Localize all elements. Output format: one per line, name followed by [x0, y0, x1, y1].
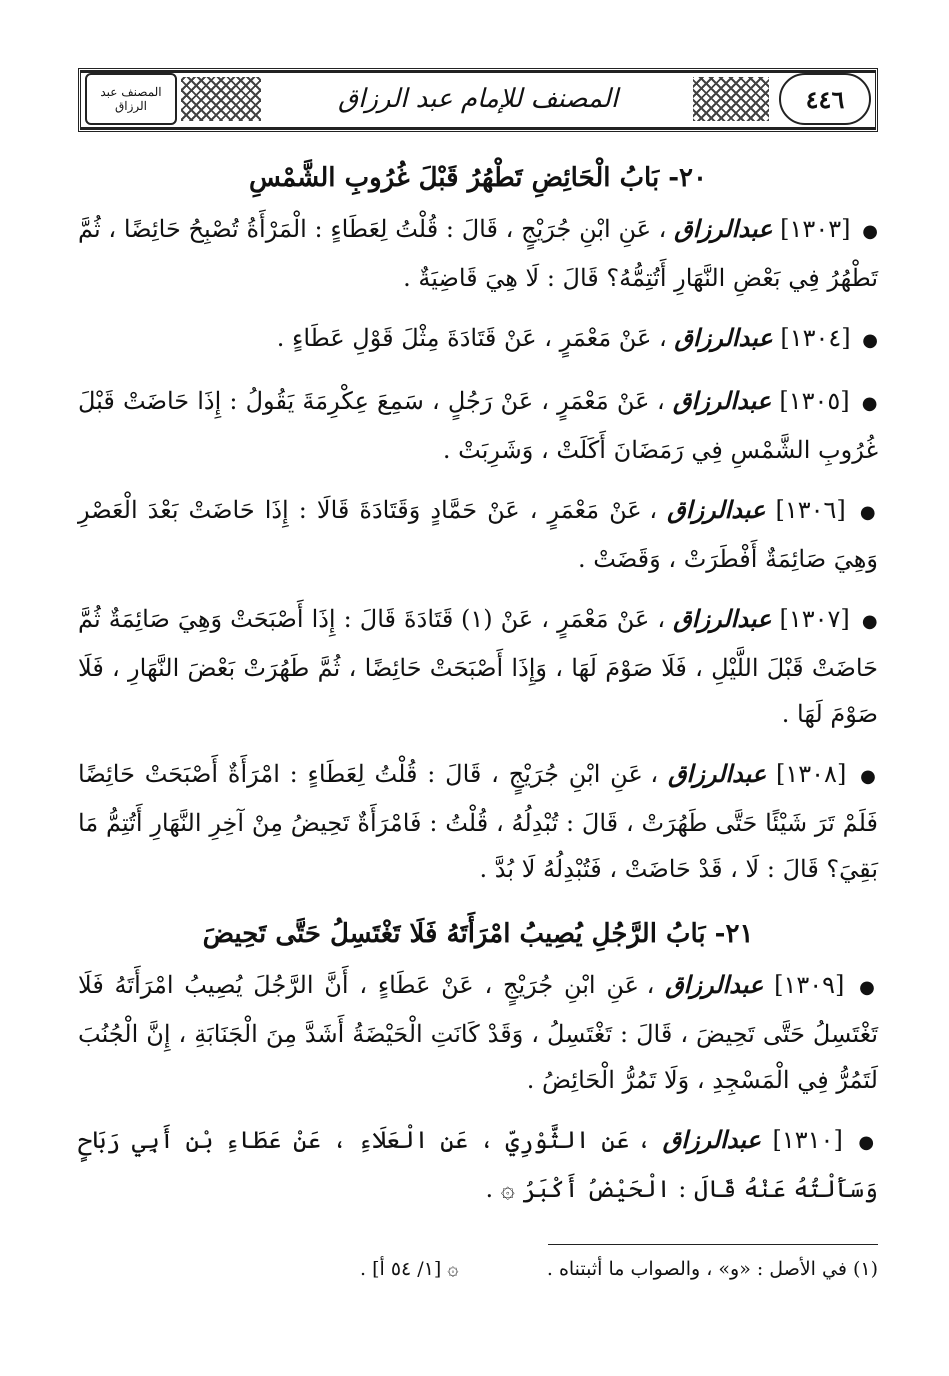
- hadith-text: ، عَنْ مَعْمَرٍ ، عَنْ حَمَّادٍ وَقَتَادَةَ قَالَا : إِذَا حَاضَتْ بَعْدَ الْعَصْرِ وَهِيَ صَائِمَةٌ أَفْطَرَتْ ، وَقَضَتْ .: [78, 496, 878, 573]
- bullet-icon: ●: [860, 766, 878, 787]
- hadith-number: [١٣٠٩]: [774, 971, 845, 999]
- chapter-heading: ٢١- بَابُ الرَّجُلِ يُصِيبُ امْرَأَتَهُ فَلَا تَغْتَسِلُ حَتَّى تَحِيضَ: [202, 919, 754, 949]
- author-name: عبدالرزاق: [672, 386, 772, 415]
- author-name: عبدالرزاق: [674, 214, 773, 243]
- book-logo-text: المصنف عبد الرزاق: [100, 85, 162, 113]
- bullet-icon: ●: [861, 611, 878, 632]
- hadith-number: [١٣٠٣]: [780, 215, 851, 243]
- running-title: المصنف للإمام عبد الرزاق: [337, 84, 619, 114]
- bullet-icon: ●: [862, 221, 879, 242]
- author-name: عبدالرزاق: [673, 604, 772, 633]
- folio-reference: ۞ [١/ ٥٤ أ] .: [360, 1258, 459, 1280]
- ornament-left: [181, 77, 261, 121]
- bullet-icon: ●: [862, 330, 878, 351]
- running-header: [78, 68, 878, 132]
- ornament-right: [693, 77, 769, 121]
- hadith-number: [١٣٠٦]: [775, 496, 846, 524]
- hadith-text: ، عَنِ ابْنِ جُرَيْجٍ ، عَنْ عَطَاءٍ ، أَنَّ الرَّجُلَ يُصِيبُ امْرَأَتَهُ فَلَا تَغْتَسِلُ حَتَّى تَحِيضَ ، قَالَ : تَغْتَسِلُ ، وَقَدْ كَانَتِ الْحَيْضَةُ أَشَدَّ مِنَ الْجَنَابَةِ ، إِنَّ الْجُنُبَ لَتَمُرُّ فِي الْمَسْجِدِ ، وَلَا تَمُرُّ الْحَائِضُ .: [78, 971, 878, 1094]
- hadith-entry: [78, 962, 878, 1103]
- hadith-number: [١٣٠٤]: [780, 324, 851, 352]
- footnote-divider: [548, 1244, 878, 1245]
- hadith-text: ، عَنْ مَعْمَرٍ ، عَنْ رَجُلٍ ، سَمِعَ عِكْرِمَةَ يَقُولُ : إِذَا حَاضَتْ قَبْلَ غُرُوبِ الشَّمْسِ فِي رَمَضَانَ أَكَلَتْ ، وَشَرِبَتْ .: [78, 387, 878, 464]
- hadith-entry: [78, 206, 878, 301]
- footnote-1: (١) في الأصل : «و» ، والصواب ما أثبتناه .: [546, 1258, 878, 1280]
- bullet-icon: ●: [861, 393, 878, 414]
- main-text: [78, 150, 878, 1226]
- hadith-number: [١٣١٠]: [772, 1126, 843, 1154]
- bullet-icon: ●: [858, 1132, 878, 1153]
- book-logo: [85, 73, 177, 125]
- hadith-text: ، عَنْ مَعْمَرٍ ، عَنْ قَتَادَةَ مِثْلَ قَوْلِ عَطَاءٍ .: [276, 324, 667, 352]
- author-name: عبدالرزاق: [667, 759, 767, 788]
- bullet-icon: ●: [859, 502, 878, 523]
- hadith-entry: [78, 1117, 878, 1212]
- author-name: عبدالرزاق: [665, 970, 764, 999]
- hadith-entry: [78, 315, 878, 364]
- bullet-icon: ●: [859, 977, 878, 998]
- hadith-text: ، عَنْ مَعْمَرٍ ، عَنْ (١) قَتَادَةَ قَالَ : إِذَا أَصْبَحَتْ وَهِيَ صَائِمَةٌ ثُمَّ حَاضَتْ قَبْلَ اللَّيْلِ ، فَلَا صَوْمَ لَهَا ، وَإِذَا أَصْبَحَتْ حَائِضًا ، ثُمَّ طَهُرَتْ بَعْضَ النَّهَارِ ، فَلَا صَوْمَ لَهَا .: [78, 605, 878, 728]
- hadith-text: ، عَنِ ابْنِ جُرَيْجٍ ، قَالَ : قُلْتُ لِعَطَاءٍ : امْرَأَةٌ أَصْبَحَتْ حَائِضًا فَلَمْ تَرَ شَيْئًا حَتَّى طَهُرَتْ ، قَالَ : تُبْدِلُهُ ، قُلْتُ : فَامْرَأَةٌ تَحِيضُ مِنْ آخِرِ النَّهَارِ أَتُتِمُّ مَا بَقِيَ؟ قَالَ : لَا ، قَدْ حَاضَتْ ، فَتُبْدِلُهُ لَا بُدَّ .: [78, 760, 879, 883]
- hadith-number: [١٣٠٧]: [779, 605, 850, 633]
- hadith-entry: [78, 378, 878, 473]
- footnotes: [78, 1258, 878, 1290]
- author-name: عبدالرزاق: [662, 1125, 761, 1154]
- hadith-text: ، عَنِ ابْنِ جُرَيْجٍ ، قَالَ : قُلْتُ لِعَطَاءٍ : الْمَرْأَةُ تُصْبِحُ حَائِضًا ، ثُمَّ تَطْهُرُ فِي بَعْضِ النَّهَارِ أَتُتِمُّهُ؟ قَالَ : لَا هِيَ قَاضِيَةٌ .: [78, 215, 878, 292]
- hadith-number: [١٣٠٥]: [779, 387, 850, 415]
- hadith-entry: [78, 596, 878, 737]
- page-number: ٤٤٦: [805, 84, 845, 114]
- hadith-text: ، عَنِ الثَّوْرِيِّ ، عَنِ الْعَلَاءِ ، عَنْ عَطَاءِ بْنِ أَبِي رَبَاحٍ وَسَأَلْتُهُ عَنْهُ قَالَ : الْحَيْضُ أَكْبَرُ ۞ .: [78, 1126, 878, 1203]
- author-name: عبدالرزاق: [674, 323, 773, 352]
- author-name: عبدالرزاق: [667, 495, 766, 524]
- hadith-entry: [78, 487, 878, 582]
- hadith-entry: [78, 751, 878, 892]
- hadith-number: [١٣٠٨]: [776, 760, 847, 788]
- page-number-medallion: [779, 73, 871, 125]
- chapter-heading: ٢٠- بَابُ الْحَائِضِ تَطْهُرُ قَبْلَ غُرُوبِ الشَّمْسِ: [249, 163, 707, 193]
